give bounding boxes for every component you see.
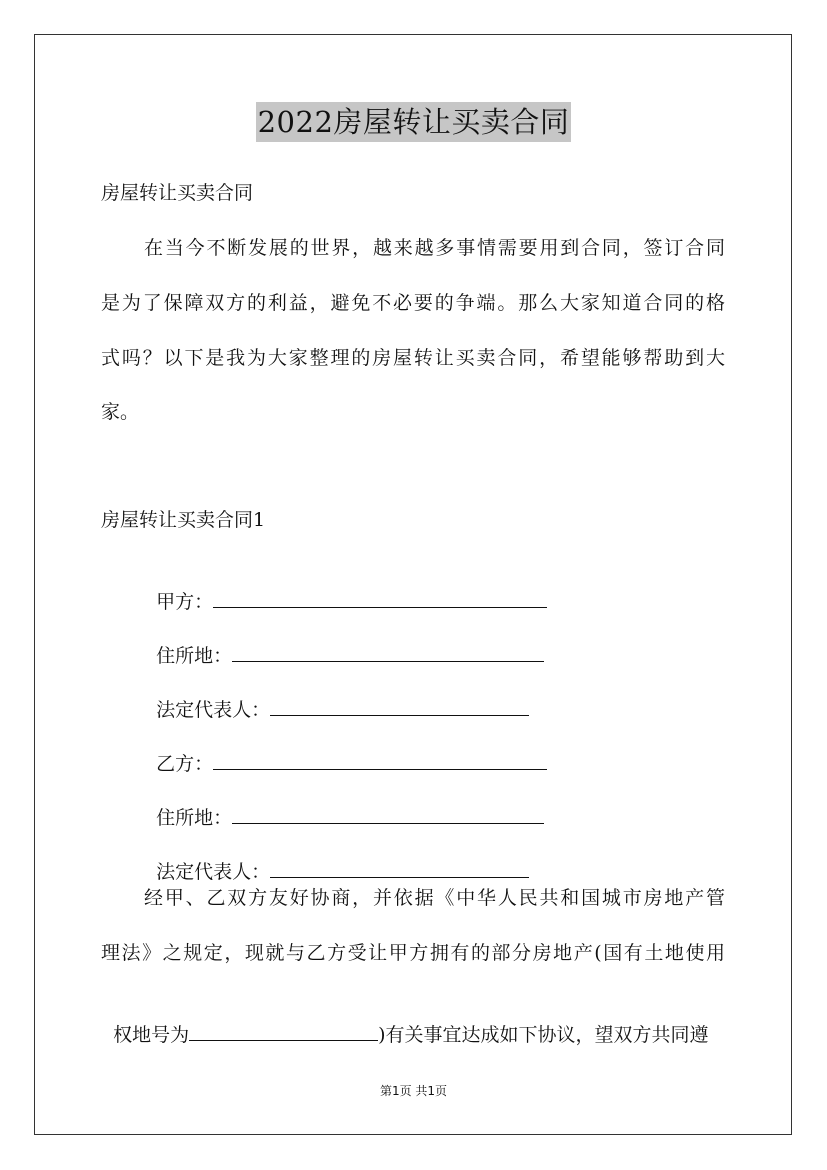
party-b-rep-blank[interactable] (270, 858, 529, 878)
subtitle: 房屋转让买卖合同 (101, 182, 254, 204)
page-footer: 第1页 共1页 (379, 1084, 448, 1098)
party-b-rep-label: 法定代表人： (156, 861, 271, 883)
party-b-label: 乙方： (156, 753, 214, 775)
party-a-address-blank[interactable] (232, 642, 544, 662)
party-a-blank[interactable] (213, 588, 547, 608)
body-line-3 (101, 995, 725, 1048)
body-line-2: 理法》之规定，现就与乙方受让甲方拥有的部分房地产(国有土地使用 (101, 942, 725, 964)
party-a-address-label: 住所地： (156, 645, 233, 667)
party-a-address-field (144, 616, 544, 669)
party-a-rep-field (144, 670, 529, 723)
party-b-blank[interactable] (213, 750, 547, 770)
section-heading: 房屋转让买卖合同1 (101, 509, 266, 531)
party-b-address-label: 住所地： (156, 807, 233, 829)
party-b-address-field (144, 778, 544, 831)
document-title: 2022房屋转让买卖合同 (256, 102, 572, 142)
body-line-3-post: )有关事宜达成如下协议，望双方共同遵 (378, 1024, 709, 1046)
body-line-1: 经甲、乙双方友好协商，并依据《中华人民共和国城市房地产管 (144, 887, 725, 909)
party-b-rep-field (144, 832, 529, 885)
intro-line-2: 是为了保障双方的利益，避免不必要的争端。那么大家知道合同的格 (101, 292, 725, 314)
party-a-rep-blank[interactable] (270, 696, 529, 716)
intro-line-3: 式吗？以下是我为大家整理的房屋转让买卖合同，希望能够帮助到大 (101, 347, 725, 369)
body-line-3-pre: 权地号为 (113, 1024, 190, 1046)
intro-line-4: 家。 (101, 401, 140, 423)
intro-line-1: 在当今不断发展的世界，越来越多事情需要用到合同，签订合同 (144, 237, 725, 259)
party-a-rep-label: 法定代表人： (156, 699, 271, 721)
land-number-blank[interactable] (189, 1021, 378, 1041)
party-b-field (144, 724, 547, 777)
party-a-field (144, 562, 547, 615)
party-b-address-blank[interactable] (232, 804, 544, 824)
party-a-label: 甲方： (156, 591, 214, 613)
